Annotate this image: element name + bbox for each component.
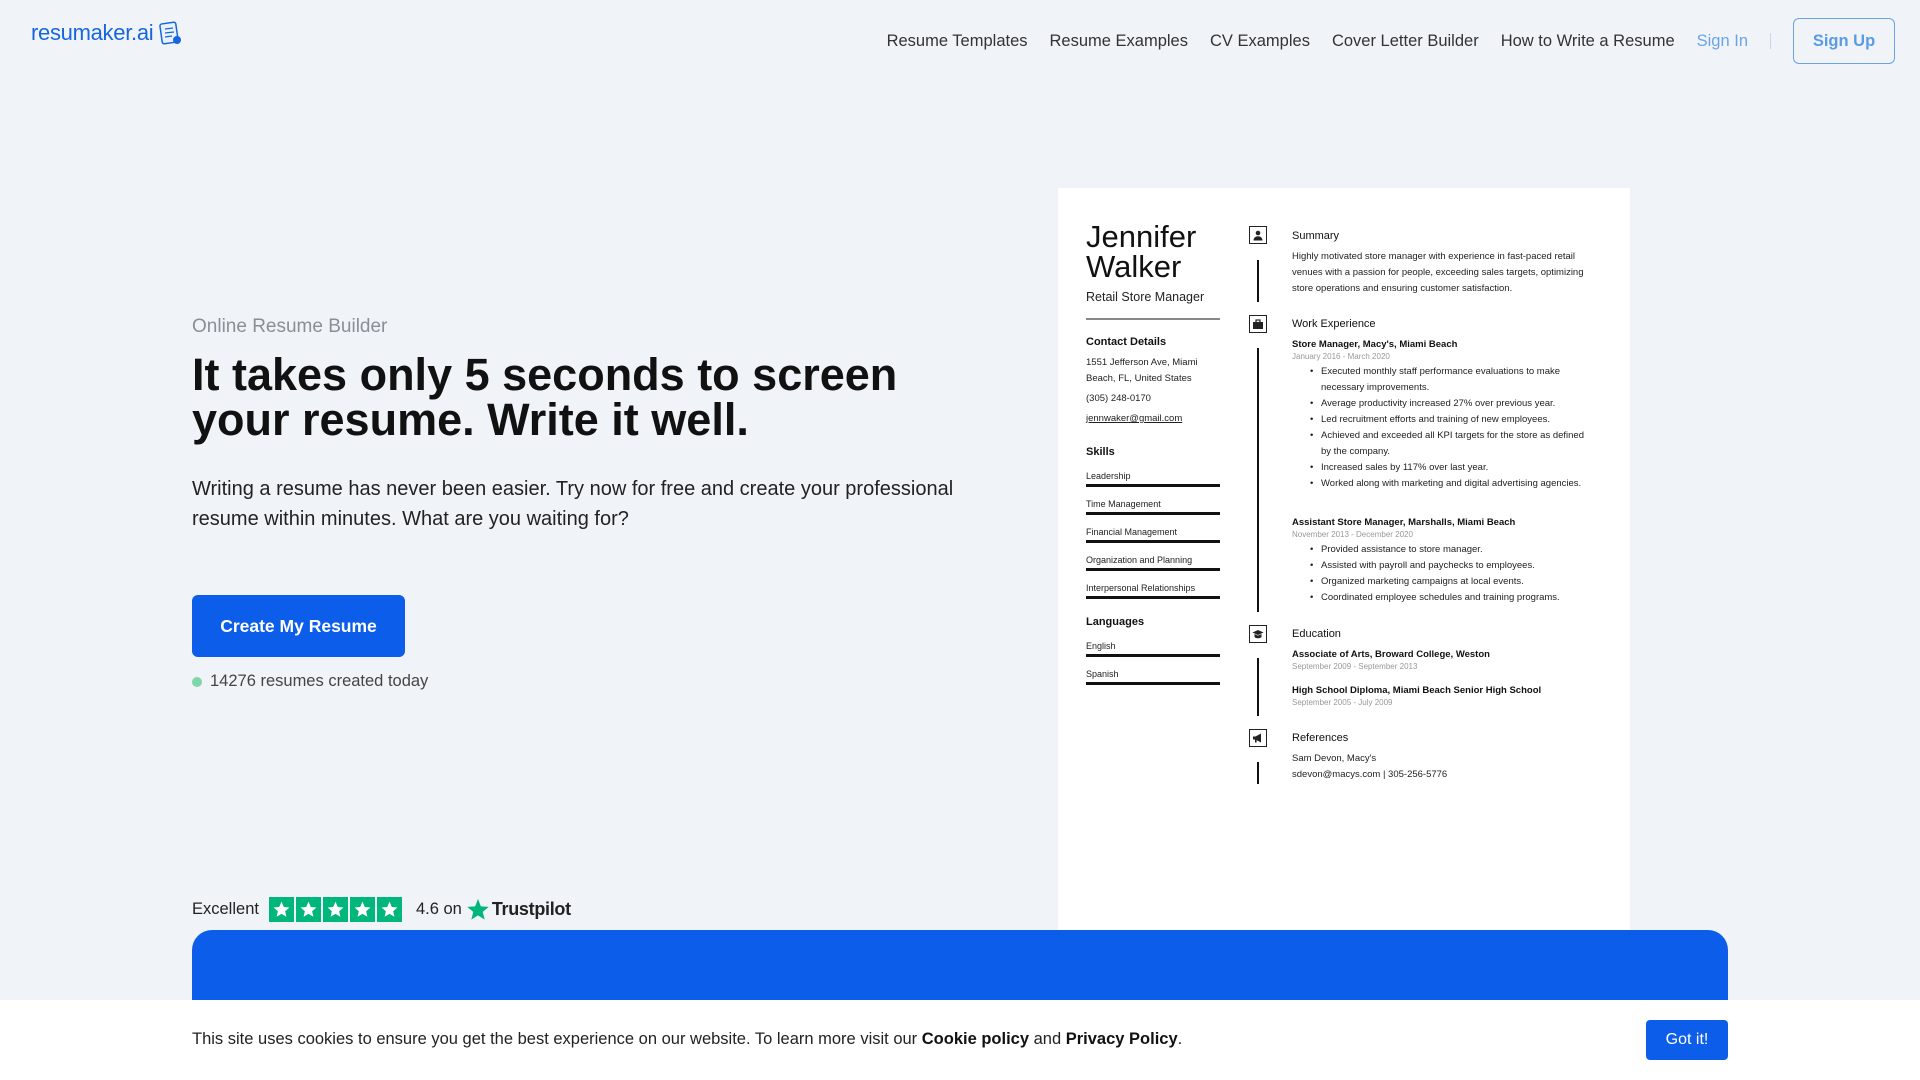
reference-contact: sdevon@macys.com | 305-256-5776 [1292,769,1448,780]
logo[interactable] [31,20,183,46]
job-title: Store Manager, Macy's, Miami Beach [1292,339,1458,350]
skill-label: Organization and Planning [1086,555,1193,565]
job-bullets [1321,364,1591,492]
resume-document-icon [157,20,183,46]
skill-item [1086,471,1220,487]
trustpilot-logo [466,898,571,922]
star-icon [377,897,402,922]
hero-headline: It takes only 5 seconds to screen your resume. Write it well. [192,349,898,445]
skill-label: Financial Management [1086,527,1178,537]
skill-bar [1086,512,1220,515]
contact-heading: Contact Details [1086,336,1167,348]
education-title: High School Diploma, Miami Beach Senior High School [1292,685,1542,696]
nav-cv-examples[interactable]: CV Examples [1210,31,1310,50]
timeline-line [1257,658,1259,716]
list-item: • Average productivity increased 27% over previous year. [1321,396,1591,412]
references-heading: References [1292,732,1349,744]
summary-heading: Summary [1292,230,1340,242]
list-item: • Organized marketing campaigns at local events. [1321,574,1591,590]
trustpilot-brand: Trustpilot [491,899,571,919]
skill-bar [1086,540,1220,543]
cookie-policy-link[interactable]: Cookie policy [921,1030,1030,1048]
job-dates: January 2016 - March 2020 [1292,352,1390,361]
language-item [1086,641,1220,657]
cookie-banner [0,1000,1920,1080]
cookie-text-body: This site uses cookies to ensure you get the best experience on our website. To learn more visit our [192,1030,922,1048]
cookie-and: and [1029,1030,1066,1048]
language-bar [1086,682,1220,685]
job-title: Assistant Store Manager, Marshalls, Miami Beach [1292,517,1516,528]
skill-label: Time Management [1086,499,1161,509]
skill-bar [1086,484,1220,487]
star-icon [269,897,294,922]
skill-item [1086,583,1220,599]
star-icon [350,897,375,922]
job-bullets [1321,542,1591,606]
site-header [0,0,1920,80]
list-item: • Achieved and exceeded all KPI targets for the store as defined by the company. [1321,428,1591,460]
cookie-period: . [1177,1030,1183,1048]
sign-up-button[interactable]: Sign Up [1793,18,1895,64]
education-dates: September 2009 - September 2013 [1292,662,1418,671]
nav-how-to-write-resume[interactable]: How to Write a Resume [1500,31,1675,50]
logo-text: resumaker.ai [31,20,154,45]
privacy-policy-link[interactable]: Privacy Policy [1065,1030,1178,1048]
star-icon [323,897,348,922]
trustpilot-widget[interactable] [192,897,571,922]
languages-heading: Languages [1086,616,1145,628]
skill-bar [1086,568,1220,571]
list-item: • Executed monthly staff performance evaluations to make necessary improvements. [1321,364,1591,396]
star-icon [296,897,321,922]
list-item: • Assisted with payroll and paychecks to employees. [1321,558,1591,574]
language-label: English [1086,641,1116,651]
skill-item [1086,527,1220,543]
skill-label: Leadership [1086,471,1131,481]
contact-phone: (305) 248-0170 [1086,393,1151,404]
skill-item [1086,555,1220,571]
language-bar [1086,654,1220,657]
trustpilot-stars [269,897,402,922]
timeline-line [1257,260,1259,302]
cookie-text [192,1030,1182,1049]
nav-cover-letter-builder[interactable]: Cover Letter Builder [1331,31,1479,50]
work-heading: Work Experience [1292,318,1376,330]
hero-subtext: Writing a resume has never been easier. Try now for free and create your professional resume within minutes. What are you waiting for? [192,478,954,530]
job-dates: November 2013 - December 2020 [1292,530,1413,539]
megaphone-icon [1249,729,1267,747]
timeline-line [1257,348,1259,612]
list-item: • Led recruitment efforts and training of new employees. [1321,412,1591,428]
resumes-counter [192,672,428,691]
resume-first-name: Jennifer [1086,219,1197,254]
resume-last-name: Walker [1086,249,1182,284]
resume-divider [1086,318,1220,320]
skill-label: Interpersonal Relationships [1086,583,1196,593]
education-heading: Education [1292,628,1341,640]
resume-job-title: Retail Store Manager [1086,290,1205,304]
list-item: • Worked along with marketing and digital advertising agencies. [1321,476,1591,492]
skill-bar [1086,596,1220,599]
trustpilot-rating: 4.6 on [415,900,462,918]
language-item [1086,669,1220,685]
education-dates: September 2005 - July 2009 [1292,698,1393,707]
nav-resume-templates[interactable]: Resume Templates [886,31,1028,50]
education-title: Associate of Arts, Broward College, Weston [1292,649,1490,660]
list-item: • Provided assistance to store manager. [1321,542,1591,558]
contact-email: jennwaker@gmail.com [1086,413,1183,424]
briefcase-icon [1249,315,1267,333]
contact-address: 1551 Jefferson Ave, Miami Beach, FL, United States [1086,357,1198,384]
person-icon [1249,226,1267,244]
cookie-accept-button[interactable]: Got it! [1646,1020,1728,1060]
status-dot-icon [192,677,202,687]
skills-heading: Skills [1086,446,1115,458]
nav-resume-examples[interactable]: Resume Examples [1049,31,1188,50]
language-label: Spanish [1086,669,1119,679]
timeline-line [1257,762,1259,784]
skill-item [1086,499,1220,515]
main-nav [865,18,1920,64]
reference-name: Sam Devon, Macy's [1292,753,1377,764]
summary-text: Highly motivated store manager with experience in fast-paced retail venues with a passion for people, exceeding sales targets, optimizing store operations and ensuring customer satisfaction. [1292,251,1584,294]
list-item: • Coordinated employee schedules and training programs. [1321,590,1591,606]
trustpilot-star-icon [466,898,490,922]
hero-eyebrow: Online Resume Builder [192,316,388,337]
counter-text: 14276 resumes created today [210,672,429,690]
resume-name [1086,219,1197,284]
resume-preview[interactable] [1058,188,1630,930]
graduation-cap-icon [1249,625,1267,643]
sign-in-link[interactable]: Sign In [1696,31,1748,50]
create-resume-button[interactable]: Create My Resume [192,595,405,657]
nav-divider [1770,33,1771,49]
list-item: • Increased sales by 117% over last year. [1321,460,1591,476]
trustpilot-label: Excellent [192,900,259,918]
